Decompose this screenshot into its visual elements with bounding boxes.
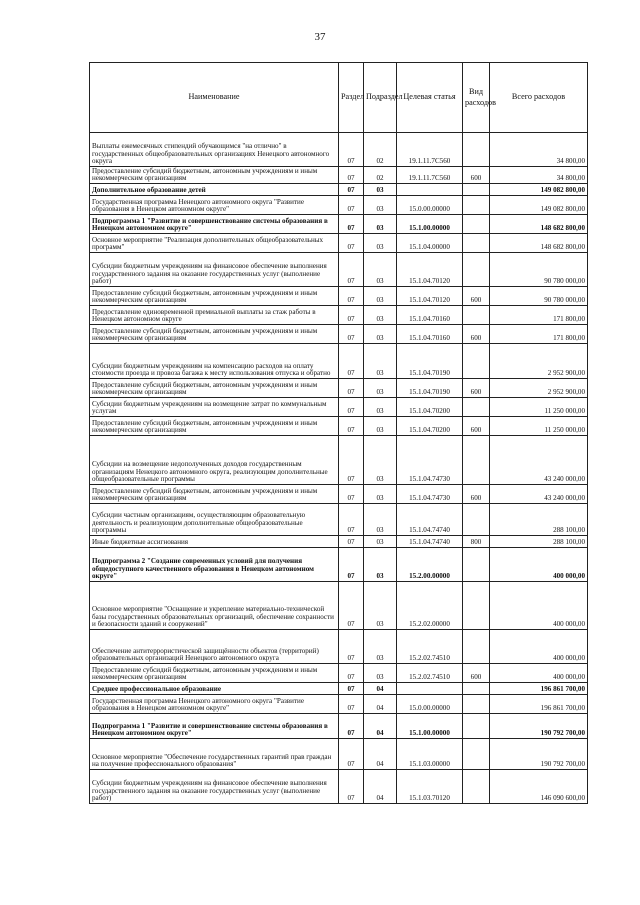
cell-target: 15.1.04.70160: [397, 325, 463, 344]
cell-total: 34 800,00: [490, 167, 588, 184]
cell-subsection: 03: [364, 548, 397, 582]
table-row: [90, 417, 588, 436]
cell-target: 15.1.04.74730: [397, 485, 463, 504]
cell-expense-type: [463, 504, 490, 536]
cell-target: 15.2.02.74510: [397, 630, 463, 664]
cell-subsection: 03: [364, 417, 397, 436]
cell-name: Подпрограмма 2 "Создание современных условий для получения общедоступного качественного образования в Ненецком автономном округе": [90, 548, 339, 582]
cell-section: 07: [339, 485, 364, 504]
cell-name: Среднее профессиональное образование: [90, 683, 339, 695]
cell-expense-type: 600: [463, 287, 490, 306]
cell-target: 19.1.11.7С560: [397, 133, 463, 167]
table-row: [90, 325, 588, 344]
table-row: [90, 664, 588, 683]
cell-section: 07: [339, 306, 364, 325]
cell-subsection: 03: [364, 485, 397, 504]
cell-section: 07: [339, 695, 364, 714]
table-row: [90, 714, 588, 739]
cell-name: Субсидии бюджетным учреждениям на компенсацию расходов на оплату стоимости проезда и провоза багажа к месту использования отпуска и обратно: [90, 344, 339, 379]
table-body: [90, 133, 588, 804]
header-target: Целевая статья: [397, 63, 463, 133]
cell-expense-type: [463, 133, 490, 167]
cell-section: 07: [339, 770, 364, 804]
cell-target: 15.1.04.70190: [397, 344, 463, 379]
cell-target: 15.0.00.00000: [397, 196, 463, 215]
cell-expense-type: [463, 215, 490, 234]
table-row: [90, 770, 588, 804]
cell-target: 15.1.04.70160: [397, 306, 463, 325]
cell-name: Основное мероприятие "Оснащение и укрепление материально-технической базы государственных образовательных организаций, обеспечение сохранности и безопасности зданий и сооружений": [90, 582, 339, 630]
header-section: Раздел: [339, 63, 364, 133]
cell-total: 2 952 900,00: [490, 344, 588, 379]
cell-section: 07: [339, 683, 364, 695]
cell-subsection: 03: [364, 379, 397, 398]
cell-section: 07: [339, 253, 364, 287]
cell-target: 15.1.00.00000: [397, 714, 463, 739]
cell-subsection: 03: [364, 582, 397, 630]
cell-total: 190 792 700,00: [490, 739, 588, 770]
cell-target: 15.1.04.70120: [397, 287, 463, 306]
cell-expense-type: 600: [463, 379, 490, 398]
cell-section: 07: [339, 234, 364, 253]
cell-section: 07: [339, 287, 364, 306]
cell-total: 34 800,00: [490, 133, 588, 167]
cell-total: 190 792 700,00: [490, 714, 588, 739]
table-row: [90, 196, 588, 215]
cell-target: 15.2.00.00000: [397, 548, 463, 582]
cell-section: 07: [339, 398, 364, 417]
cell-name: Подпрограмма 1 "Развитие и совершенствование системы образования в Ненецком автономном округе": [90, 714, 339, 739]
cell-expense-type: [463, 630, 490, 664]
table-row: [90, 287, 588, 306]
cell-target: 15.1.04.70190: [397, 379, 463, 398]
page-number: 37: [314, 31, 326, 43]
cell-total: 400 000,00: [490, 630, 588, 664]
cell-name: Обеспечение антитеррористической защищённости объектов (территорий) образовательных организаций Ненецкого автономного округа: [90, 630, 339, 664]
cell-subsection: 04: [364, 770, 397, 804]
cell-subsection: 03: [364, 664, 397, 683]
cell-subsection: 03: [364, 184, 397, 196]
budget-table: [89, 62, 588, 804]
cell-target: [397, 184, 463, 196]
cell-name: Основное мероприятие "Реализация дополнительных общеобразовательных программ": [90, 234, 339, 253]
cell-total: 400 000,00: [490, 548, 588, 582]
cell-subsection: 03: [364, 306, 397, 325]
table-row: [90, 234, 588, 253]
cell-target: 15.1.03.00000: [397, 739, 463, 770]
table-row: [90, 683, 588, 695]
table-row: [90, 548, 588, 582]
cell-expense-type: 600: [463, 325, 490, 344]
cell-section: 07: [339, 739, 364, 770]
cell-expense-type: [463, 184, 490, 196]
cell-name: Предоставление субсидий бюджетным, автономным учреждениям и иным некоммерческим организациям: [90, 417, 339, 436]
table-row: [90, 215, 588, 234]
cell-section: 07: [339, 536, 364, 548]
cell-total: 400 000,00: [490, 582, 588, 630]
table-row: [90, 184, 588, 196]
cell-name: Государственная программа Ненецкого автономного округа "Развитие образования в Ненецком автономном округе": [90, 196, 339, 215]
cell-section: 07: [339, 215, 364, 234]
cell-name: Предоставление субсидий бюджетным, автономным учреждениям и иным некоммерческим организациям: [90, 664, 339, 683]
cell-expense-type: 600: [463, 485, 490, 504]
header-name: Наименование: [90, 63, 339, 133]
cell-target: 15.1.04.70120: [397, 253, 463, 287]
cell-total: 196 861 700,00: [490, 695, 588, 714]
cell-subsection: 03: [364, 536, 397, 548]
cell-name: Основное мероприятие "Обеспечение государственных гарантий прав граждан на получение профессионального образования": [90, 739, 339, 770]
cell-total: 11 250 000,00: [490, 398, 588, 417]
cell-subsection: 03: [364, 234, 397, 253]
cell-target: 15.1.03.70120: [397, 770, 463, 804]
cell-section: 07: [339, 664, 364, 683]
table-row: [90, 485, 588, 504]
table-row: [90, 504, 588, 536]
cell-expense-type: [463, 398, 490, 417]
cell-target: 15.1.04.00000: [397, 234, 463, 253]
cell-subsection: 02: [364, 133, 397, 167]
cell-name: Выплаты ежемесячных стипендий обучающимся "на отлично" в государственных общеобразовательных организациях Ненецкого автономного округа: [90, 133, 339, 167]
cell-section: 07: [339, 504, 364, 536]
cell-subsection: 03: [364, 325, 397, 344]
table-row: [90, 344, 588, 379]
cell-expense-type: [463, 234, 490, 253]
cell-section: 07: [339, 379, 364, 398]
cell-expense-type: [463, 196, 490, 215]
cell-target: 15.1.04.74740: [397, 536, 463, 548]
cell-total: 149 082 800,00: [490, 184, 588, 196]
cell-name: Предоставление субсидий бюджетным, автономным учреждениям и иным некоммерческим организациям: [90, 287, 339, 306]
cell-section: 07: [339, 630, 364, 664]
cell-target: 15.0.00.00000: [397, 695, 463, 714]
header-total: Всего расходов: [490, 63, 588, 133]
cell-name: Государственная программа Ненецкого автономного округа "Развитие образования в Ненецком автономном округе": [90, 695, 339, 714]
cell-subsection: 02: [364, 167, 397, 184]
cell-expense-type: 600: [463, 664, 490, 683]
cell-subsection: 04: [364, 695, 397, 714]
cell-section: 07: [339, 548, 364, 582]
cell-subsection: 03: [364, 215, 397, 234]
cell-total: 400 000,00: [490, 664, 588, 683]
cell-target: 15.1.04.70200: [397, 417, 463, 436]
table-row: [90, 436, 588, 485]
cell-section: 07: [339, 196, 364, 215]
cell-total: 148 682 800,00: [490, 234, 588, 253]
cell-section: 07: [339, 417, 364, 436]
header-expense-type: Вид расходов: [463, 63, 490, 133]
cell-expense-type: [463, 714, 490, 739]
cell-target: 15.1.04.74740: [397, 504, 463, 536]
cell-expense-type: [463, 739, 490, 770]
cell-section: 07: [339, 184, 364, 196]
cell-subsection: 03: [364, 253, 397, 287]
cell-subsection: 03: [364, 504, 397, 536]
cell-expense-type: 600: [463, 167, 490, 184]
cell-subsection: 03: [364, 287, 397, 306]
cell-expense-type: [463, 695, 490, 714]
cell-total: 171 800,00: [490, 306, 588, 325]
cell-total: 2 952 900,00: [490, 379, 588, 398]
cell-target: 15.1.00.00000: [397, 215, 463, 234]
cell-name: Субсидии частным организациям, осуществляющим образовательную деятельность и реализующим дополнительные общеобразовательные программы: [90, 504, 339, 536]
cell-subsection: 03: [364, 398, 397, 417]
table-row: [90, 739, 588, 770]
cell-subsection: 04: [364, 714, 397, 739]
cell-name: Дополнительное образование детей: [90, 184, 339, 196]
cell-total: 43 240 000,00: [490, 436, 588, 485]
cell-name: Субсидии бюджетным учреждениям на финансовое обеспечение выполнения государственного задания на оказание государственных услуг (выполнение работ): [90, 770, 339, 804]
cell-name: Предоставление субсидий бюджетным, автономным учреждениям и иным некоммерческим организациям: [90, 325, 339, 344]
table-row: [90, 536, 588, 548]
cell-total: 288 100,00: [490, 504, 588, 536]
cell-expense-type: [463, 582, 490, 630]
cell-total: 11 250 000,00: [490, 417, 588, 436]
table-row: [90, 582, 588, 630]
cell-target: 15.1.04.70200: [397, 398, 463, 417]
header-subsection: Подраздел: [364, 63, 397, 133]
cell-total: 148 682 800,00: [490, 215, 588, 234]
cell-name: Предоставление субсидий бюджетным, автономным учреждениям и иным некоммерческим организациям: [90, 379, 339, 398]
cell-name: Субсидии на возмещение недополученных доходов государственным организациям Ненецкого автономного округа, реализующим дополнительные общеобразовательные программы: [90, 436, 339, 485]
cell-section: 07: [339, 344, 364, 379]
table-row: [90, 695, 588, 714]
cell-subsection: 03: [364, 436, 397, 485]
cell-name: Подпрограмма 1 "Развитие и совершенствование системы образования в Ненецком автономном округе": [90, 215, 339, 234]
cell-name: Предоставление субсидий бюджетным, автономным учреждениям и иным некоммерческим организациям: [90, 167, 339, 184]
cell-total: 90 780 000,00: [490, 253, 588, 287]
cell-section: 07: [339, 167, 364, 184]
cell-subsection: 04: [364, 739, 397, 770]
cell-total: 196 861 700,00: [490, 683, 588, 695]
cell-total: 90 780 000,00: [490, 287, 588, 306]
cell-name: Субсидии бюджетным учреждениям на финансовое обеспечение выполнения государственного задания на оказание государственных услуг (выполнение работ): [90, 253, 339, 287]
cell-name: Иные бюджетные ассигнования: [90, 536, 339, 548]
table-header-row: [90, 63, 588, 133]
cell-name: Предоставление субсидий бюджетным, автономным учреждениям и иным некоммерческим организациям: [90, 485, 339, 504]
cell-total: 288 100,00: [490, 536, 588, 548]
cell-subsection: 03: [364, 196, 397, 215]
cell-expense-type: 800: [463, 536, 490, 548]
cell-expense-type: [463, 306, 490, 325]
table-row: [90, 630, 588, 664]
cell-subsection: 03: [364, 630, 397, 664]
cell-section: 07: [339, 436, 364, 485]
cell-total: 149 082 800,00: [490, 196, 588, 215]
table-row: [90, 398, 588, 417]
cell-expense-type: [463, 436, 490, 485]
cell-target: [397, 683, 463, 695]
cell-expense-type: [463, 683, 490, 695]
cell-subsection: 03: [364, 344, 397, 379]
cell-target: 15.2.02.00000: [397, 582, 463, 630]
cell-total: 43 240 000,00: [490, 485, 588, 504]
cell-target: 19.1.11.7С560: [397, 167, 463, 184]
cell-section: 07: [339, 714, 364, 739]
cell-subsection: 04: [364, 683, 397, 695]
table-row: [90, 379, 588, 398]
cell-expense-type: 600: [463, 417, 490, 436]
table-row: [90, 133, 588, 167]
table-row: [90, 253, 588, 287]
cell-expense-type: [463, 253, 490, 287]
cell-expense-type: [463, 344, 490, 379]
cell-section: 07: [339, 325, 364, 344]
table-row: [90, 306, 588, 325]
cell-section: 07: [339, 133, 364, 167]
cell-target: 15.2.02.74510: [397, 664, 463, 683]
cell-name: Субсидии бюджетным учреждениям на возмещение затрат по коммунальным услугам: [90, 398, 339, 417]
cell-expense-type: [463, 548, 490, 582]
cell-total: 146 090 600,00: [490, 770, 588, 804]
table-row: [90, 167, 588, 184]
cell-target: 15.1.04.74730: [397, 436, 463, 485]
cell-name: Предоставление единовременной премиальной выплаты за стаж работы в Ненецком автономном округе: [90, 306, 339, 325]
cell-section: 07: [339, 582, 364, 630]
cell-expense-type: [463, 770, 490, 804]
cell-total: 171 800,00: [490, 325, 588, 344]
